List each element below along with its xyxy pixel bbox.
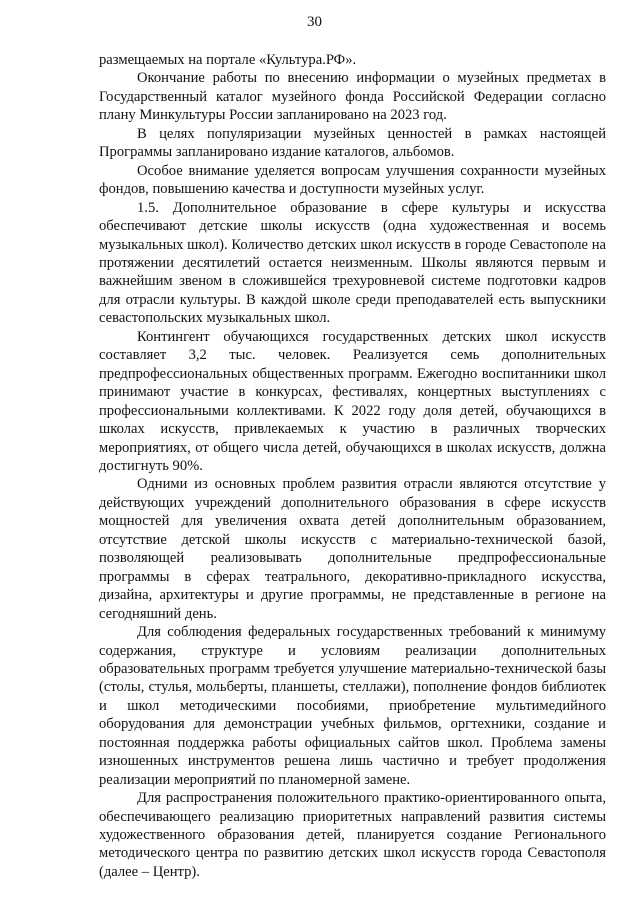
page-number: 30 [307, 14, 322, 30]
paragraph-museum-preservation: Особое внимание уделяется вопросам улучшения сохранности музейных фондов, повышению качества и доступности музейных услуг. [99, 162, 606, 198]
paragraph-federal-requirements: Для соблюдения федеральных государственных требований к минимуму содержания, структуре и условиям реализации дополнительных образовательных программ требуется улучшение материально-технической базы (столы, стулья, мольберты, планшеты, стеллажи), пополнение фондов библиотек и школ методическими пособиями, приобретение мультимедийного оборудования для демонстрации учебных фильмов, оргтехники, создание и постоянная поддержка работы официальных сайтов школ. Проблема замены изношенных инструментов решена лишь частично и требует продолжения реализации мероприятий по планомерной замене. [99, 624, 606, 788]
paragraph-development-problems: Одними из основных проблем развития отрасли являются отсутствие у действующих учреждений дополнительного образования в сфере искусств мощностей для увеличения охвата детей дополнительным образованием, отсутствие детской школы искусств с материально-технической базой, позволяющей реализовывать дополнительные предпрофессиональные программы в сферах театрального, декоративно-прикладного искусства, дизайна, архитектуры и другие программы, не представленные в регионе на сегодняшний день. [99, 476, 606, 622]
paragraph-student-contingent: Контингент обучающихся государственных детских школ искусств составляет 3,2 тыс. человек. Реализуется семь дополнительных предпрофессиональных общественных программ. Ежегодно воспитанники школ принимают участие в конкурсах, фестивалях, концертных выступлениях с профессиональными коллективами. К 2022 году доля детей, обучающихся в школах искусств, привлекаемых к участию в различных творческих мероприятиях, от общего числа детей, обучающихся в школах искусств, должна достигнуть 90%. [99, 328, 606, 474]
paragraph-museum-catalog: Окончание работы по внесению информации о музейных предметах в Государственный каталог музейного фонда Российской Федерации согласно плану Минкультуры России запланировано на 2023 год. [99, 70, 606, 124]
paragraph-catalog-publication: В целях популяризации музейных ценностей в рамках настоящей Программы запланировано издание каталогов, альбомов. [99, 125, 606, 161]
paragraph-section-1-5: 1.5. Дополнительное образование в сфере культуры и искусства обеспечивают детские школы искусств (одна художественная и восемь музыкальных школ). Количество детских школ искусств в городе Севастополе на протяжении десятилетий остается неизменным. Школы являются первым и важнейшим звеном в сложившейся трехуровневой системе подготовки кадров для отрасли культуры. В каждой школе среди преподавателей есть выпускники севастопольских музыкальных школ. [99, 199, 606, 327]
paragraph-continuation: размещаемых на портале «Культура.РФ». [99, 52, 357, 68]
document-body [99, 51, 606, 881]
paragraph-methodical-center: Для распространения положительного практико-ориентированного опыта, обеспечивающего реализацию приоритетных направлений развития системы художественного образования детей, планируется создание Регионального методического центра по развитию детских школ искусств города Севастополя (далее – Центр). [99, 790, 606, 880]
